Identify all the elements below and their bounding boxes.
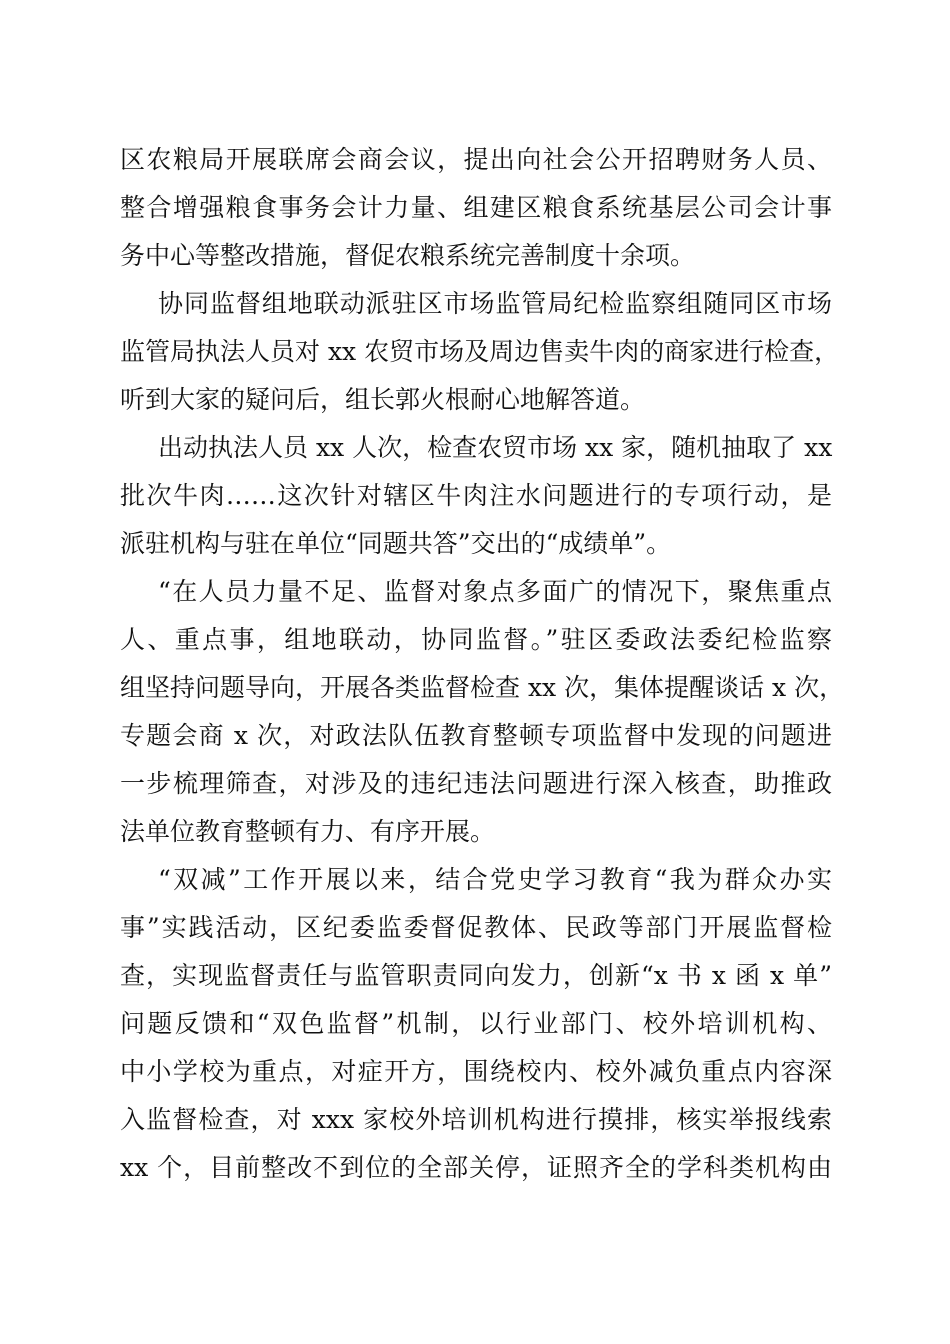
text-line: 一步梳理筛查，对涉及的违纪违法问题进行深入核查，助推政	[120, 769, 832, 798]
paragraph-first-line: 协同监督组地联动派驻区市场监管局纪检监察组随同区市场	[158, 289, 832, 318]
paragraph-first-line: “双减”工作开展以来，结合党史学习教育“我为群众办实	[158, 865, 832, 894]
text-line: 事”实践活动，区纪委监委督促教体、民政等部门开展监督检	[120, 913, 832, 942]
text-line: 法单位教育整顿有力、有序开展。	[120, 817, 496, 846]
text-line: 批次牛肉……这次针对辖区牛肉注水问题进行的专项行动，是	[120, 481, 832, 510]
text-line: 人、重点事，组地联动，协同监督。”驻区委政法委纪检监察	[120, 625, 832, 654]
text-line: 听到大家的疑问后，组长郭火根耐心地解答道。	[120, 385, 646, 414]
text-line: 问题反馈和“双色监督”机制，以行业部门、校外培训机构、	[120, 1009, 832, 1038]
text-line: 区农粮局开展联席会商会议，提出向社会公开招聘财务人员、	[120, 145, 832, 174]
paragraph-first-line: 出动执法人员 xx 人次，检查农贸市场 xx 家，随机抽取了 xx	[158, 433, 833, 462]
text-line: 中小学校为重点，对症开方，围绕校内、校外减负重点内容深	[120, 1057, 832, 1086]
text-line: 专题会商 x 次，对政法队伍教育整顿专项监督中发现的问题进	[120, 721, 832, 750]
text-line: 组坚持问题导向，开展各类监督检查 xx 次，集体提醒谈话 x 次，	[120, 673, 845, 702]
text-line: 监管局执法人员对 xx 农贸市场及周边售卖牛肉的商家进行检查，	[120, 337, 840, 366]
text-line: 查，实现监督责任与监管职责同向发力，创新“x 书 x 函 x 单”	[120, 961, 832, 990]
paragraph-first-line: “在人员力量不足、监督对象点多面广的情况下，聚焦重点	[158, 577, 832, 606]
text-line: 派驻机构与驻在单位“同题共答”交出的“成绩单”。	[120, 529, 672, 558]
text-line: 整合增强粮食事务会计力量、组建区粮食系统基层公司会计事	[120, 193, 832, 222]
text-line: 务中心等整改措施，督促农粮系统完善制度十余项。	[120, 241, 696, 270]
text-line: xx 个，目前整改不到位的全部关停，证照齐全的学科类机构由	[120, 1153, 832, 1182]
text-line: 入监督检查，对 xxx 家校外培训机构进行摸排，核实举报线索	[120, 1105, 832, 1134]
